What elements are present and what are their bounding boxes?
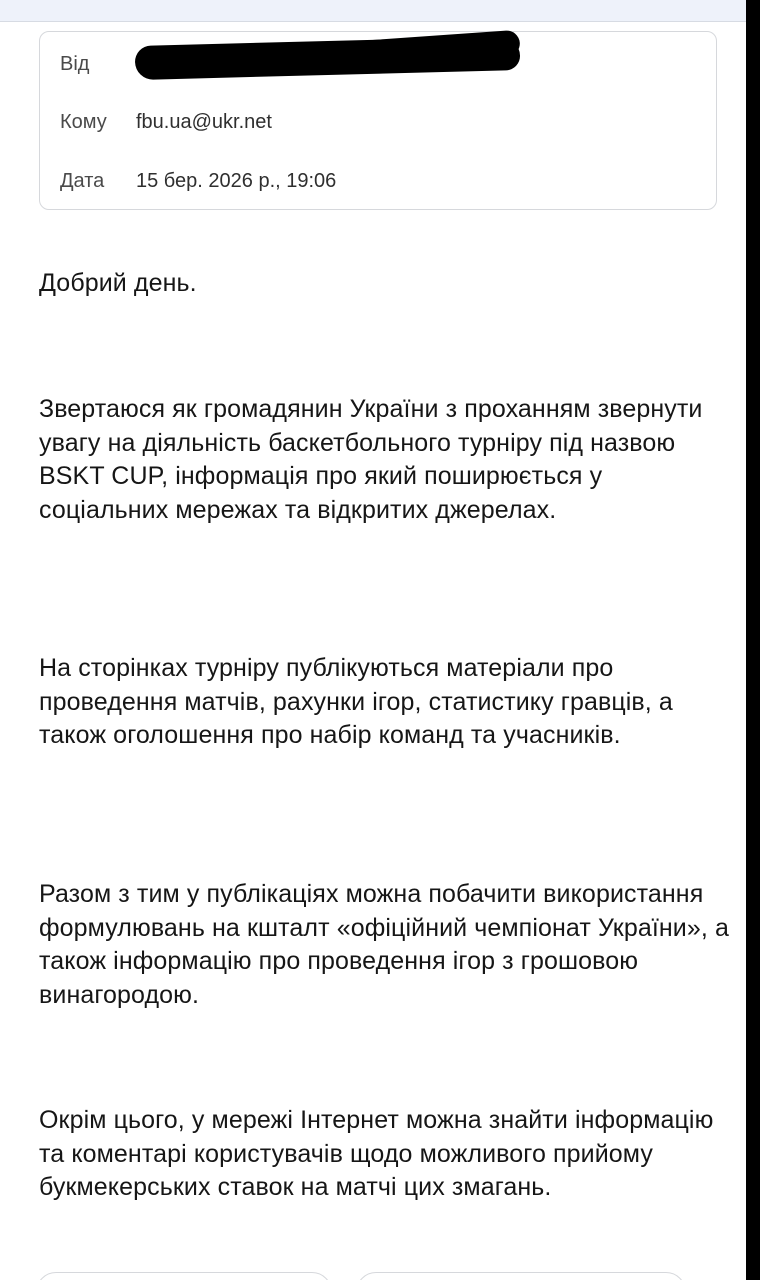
top-toolbar <box>0 0 746 22</box>
from-row <box>60 49 136 79</box>
email-header-card <box>39 31 717 210</box>
email-paragraph-4: Окрім цього, у мережі Інтернет можна знайти інформацію та коментарі користувачів щодо можливого прийому букмекерських ставок на матчі цих змагань. <box>39 1106 714 1201</box>
forward-button[interactable] <box>356 1272 686 1280</box>
email-greeting: Добрий день. <box>39 269 197 297</box>
to-row <box>60 107 272 137</box>
date-label: Дата <box>60 169 105 192</box>
email-paragraph-1: Звертаюся як громадянин України з проханням звернути увагу на діяльність баскетбольного турніру під назвою BSKT CUP, інформація про який поширюється у соціальних мережах та відкритих джерелах. <box>39 395 703 524</box>
to-value[interactable]: fbu.ua@ukr.net <box>136 110 272 133</box>
reply-button[interactable] <box>36 1272 332 1280</box>
to-label: Кому <box>60 110 107 133</box>
date-value: 15 бер. 2026 р., 19:06 <box>136 169 337 192</box>
date-row <box>60 166 336 196</box>
email-paragraph-2: На сторінках турніру публікуються матеріали про проведення матчів, рахунки ігор, статистику гравців, а також оголошення про набір команд та учасників. <box>39 654 673 749</box>
email-paragraph-3: Разом з тим у публікаціях можна побачити використання формулювань на кшталт «офіційний чемпіонат України», а також інформацію про проведення ігор з грошовою винагородою. <box>39 880 729 1009</box>
from-label: Від <box>60 52 90 75</box>
